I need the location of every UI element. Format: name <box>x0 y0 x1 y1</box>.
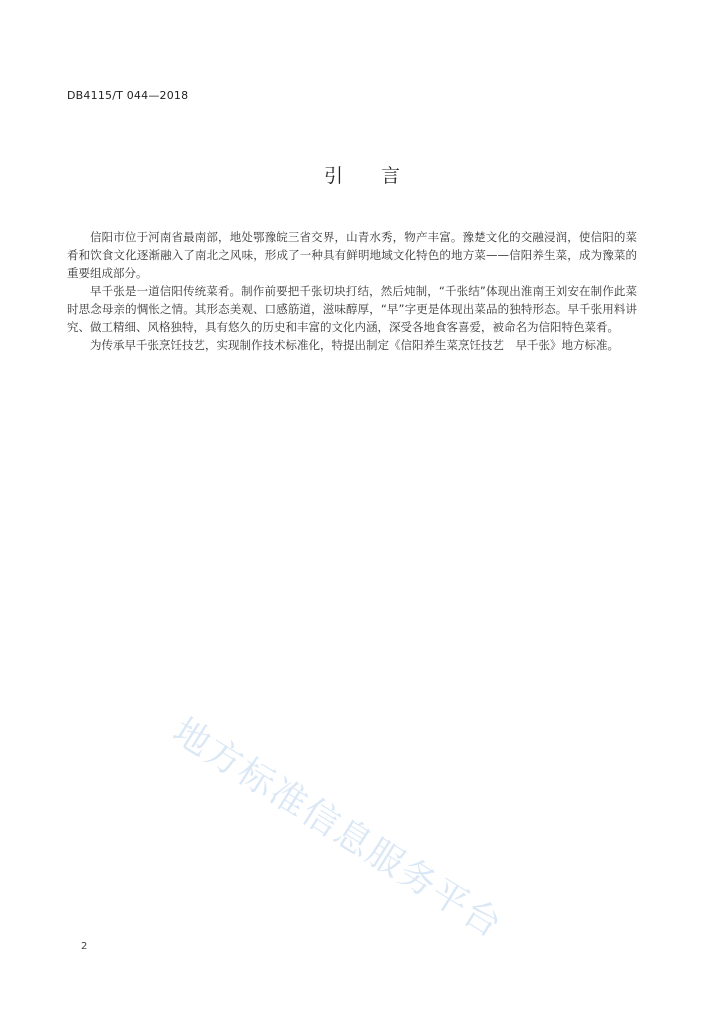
document-code: DB4115/T 044—2018 <box>67 89 189 102</box>
body-text <box>67 228 637 354</box>
page-title: 引言 <box>323 165 438 187</box>
watermark: 地方标准信息服务平台 <box>165 710 510 947</box>
paragraph-3: 为传承早千张烹饪技艺，实现制作技术标准化，特提出制定《信阳养生菜烹饪技艺 早千张》地方标准。 <box>90 338 619 352</box>
paragraph-2: 早千张是一道信阳传统菜肴。制作前要把千张切块打结，然后炖制，“千张结”体现出淮南王刘安在制作此菜时思念母亲的惆怅之情。其形态美观、口感筋道，滋味醇厚，“早”字更是体现出菜品的独特形态。早千张用料讲究、做工精细、风格独特，具有悠久的历史和丰富的文化内涵，深受各地食客喜爱，被命名为信阳特色菜肴。 <box>67 284 637 334</box>
paragraph-1: 信阳市位于河南省最南部，地处鄂豫皖三省交界，山青水秀，物产丰富。豫楚文化的交融浸润，使信阳的菜肴和饮食文化逐渐融入了南北之风味，形成了一种具有鲜明地域文化特色的地方菜——信阳养生菜，成为豫菜的重要组成部分。 <box>67 230 637 280</box>
page-number: 2 <box>81 941 88 952</box>
